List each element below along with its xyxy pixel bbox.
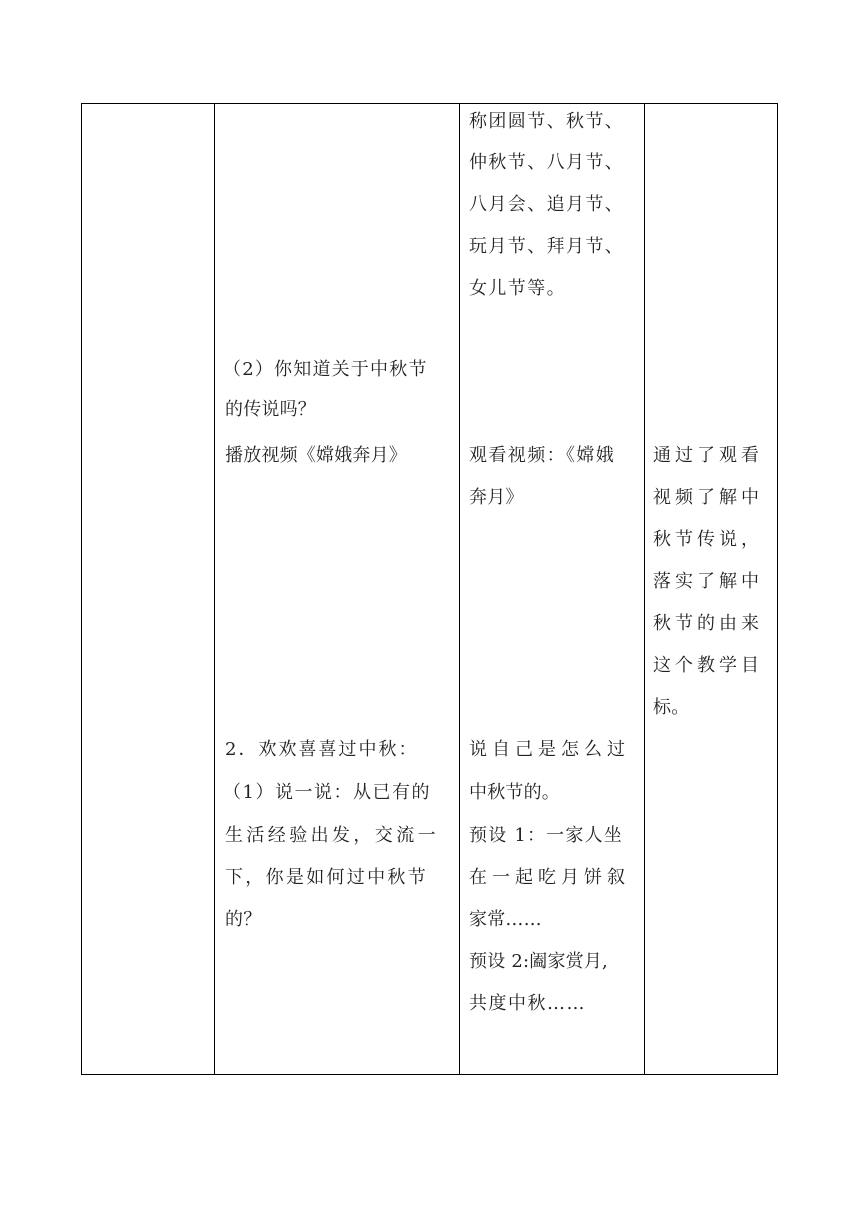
preset-2-text: 预设 2:阖家赏月,	[469, 951, 608, 972]
student-activity-cell	[460, 104, 644, 1074]
design-intent-cell	[645, 104, 778, 1074]
question-2-line: 的传说吗？	[225, 399, 316, 420]
section-2-title: 2．欢欢喜喜过中秋：	[225, 739, 419, 760]
student-text-line: 中秋节的。	[469, 782, 560, 803]
intent-text-line: 这个教学目	[653, 655, 763, 676]
activity-text-line: （1）说一说：从已有的	[223, 782, 431, 803]
festival-names-line: 玩月节、拜月节、	[469, 236, 625, 257]
question-2-line: （2）你知道关于中秋节	[223, 359, 428, 380]
intent-text-line: 秋节的由来	[653, 613, 763, 634]
festival-names-line: 仲秋节、八月节、	[469, 152, 625, 173]
play-video-text: 播放视频《嫦娥奔月》	[225, 445, 407, 466]
intent-text-line: 通过了观看	[653, 445, 763, 466]
lesson-plan-table	[81, 103, 778, 1075]
activity-text-line: 下，你是如何过中秋节	[225, 867, 428, 888]
intent-text-line: 落实了解中	[653, 571, 763, 592]
preset-2-text: 共度中秋……	[469, 993, 586, 1014]
festival-names-line: 称团圆节、秋节、	[469, 111, 625, 132]
student-text-line: 说自己是怎么过	[469, 739, 630, 760]
festival-names-line: 女儿节等。	[469, 278, 566, 299]
activity-text-line: 生活经验出发，交流一	[225, 825, 439, 846]
intent-text-line: 秋节传说，	[653, 529, 763, 550]
preset-1-text: 家常……	[469, 909, 542, 930]
watch-video-text: 观看视频：《嫦娥	[469, 445, 616, 466]
preset-1-text: 预设 1：一家人坐	[469, 825, 623, 846]
empty-cell	[82, 104, 214, 1074]
intent-text-line: 视频了解中	[653, 487, 763, 508]
intent-text-line: 标。	[653, 697, 690, 718]
festival-names-line: 八月会、追月节、	[469, 194, 625, 215]
activity-text-line: 的？	[225, 909, 262, 930]
watch-video-text: 奔月》	[469, 487, 524, 508]
teacher-activity-cell	[215, 104, 459, 1074]
preset-1-text: 在一起吃月饼叙	[469, 867, 630, 888]
